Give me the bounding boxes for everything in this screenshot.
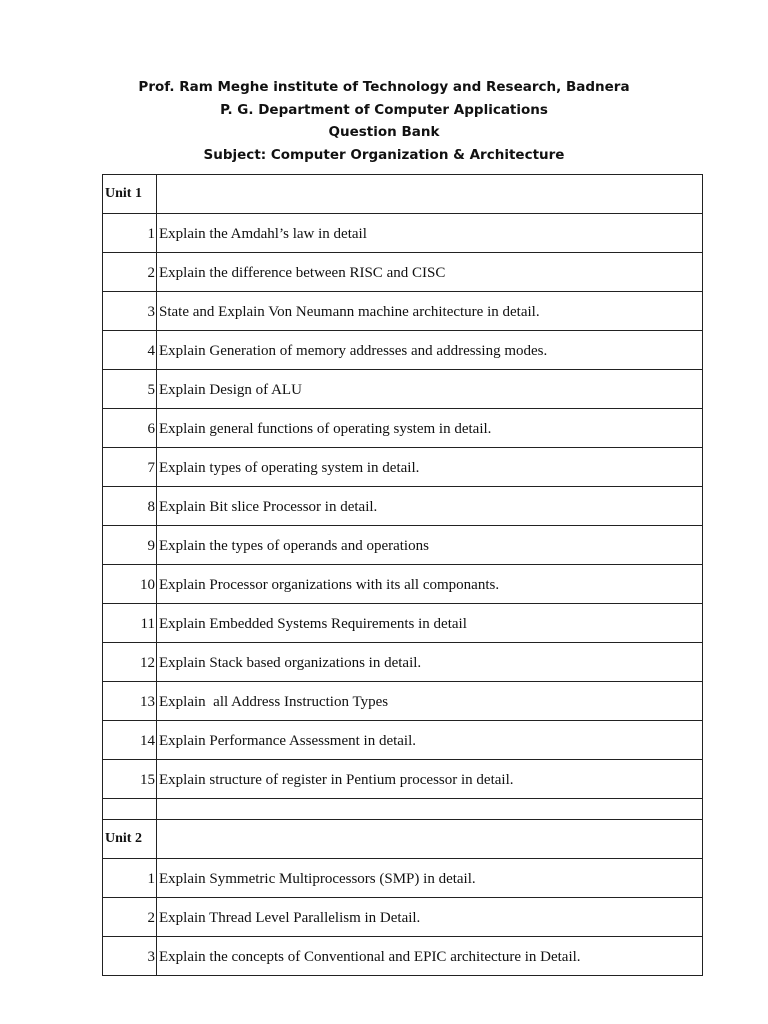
question-text: Explain Bit slice Processor in detail. (157, 487, 703, 526)
question-number: 4 (103, 331, 157, 370)
question-text: Explain Generation of memory addresses and addressing modes. (157, 331, 703, 370)
question-number: 8 (103, 487, 157, 526)
question-row (103, 370, 703, 409)
question-row (103, 331, 703, 370)
question-row (103, 760, 703, 799)
separator-cell (157, 799, 703, 820)
question-text: Explain Thread Level Parallelism in Detail. (157, 898, 703, 937)
question-text: Explain the difference between RISC and CISC (157, 253, 703, 292)
institute-name: Prof. Ram Meghe institute of Technology and Research, Badnera (138, 79, 630, 95)
question-text: Explain all Address Instruction Types (157, 682, 703, 721)
question-row (103, 253, 703, 292)
question-text: Explain Performance Assessment in detail. (157, 721, 703, 760)
question-row (103, 937, 703, 976)
unit-label: Unit 2 (103, 820, 157, 859)
question-row (103, 448, 703, 487)
unit-label: Unit 1 (103, 175, 157, 214)
question-text: Explain structure of register in Pentium processor in detail. (157, 760, 703, 799)
question-number: 5 (103, 370, 157, 409)
question-text: Explain types of operating system in detail. (157, 448, 703, 487)
question-row (103, 526, 703, 565)
question-text: State and Explain Von Neumann machine architecture in detail. (157, 292, 703, 331)
question-row (103, 487, 703, 526)
subject-title: Subject: Computer Organization & Architecture (203, 146, 565, 163)
question-number: 10 (103, 565, 157, 604)
question-row (103, 721, 703, 760)
document-type: Question Bank (328, 124, 440, 140)
question-row (103, 565, 703, 604)
question-number: 2 (103, 253, 157, 292)
question-number: 15 (103, 760, 157, 799)
question-number: 9 (103, 526, 157, 565)
question-number: 2 (103, 898, 157, 937)
question-number: 3 (103, 937, 157, 976)
question-row (103, 292, 703, 331)
question-row (103, 898, 703, 937)
question-text: Explain Stack based organizations in detail. (157, 643, 703, 682)
question-text: Explain Design of ALU (157, 370, 703, 409)
question-text: Explain general functions of operating system in detail. (157, 409, 703, 448)
department-name: P. G. Department of Computer Applications (220, 101, 548, 118)
question-text: Explain Symmetric Multiprocessors (SMP) in detail. (157, 859, 703, 898)
question-number: 6 (103, 409, 157, 448)
question-number: 7 (103, 448, 157, 487)
question-text: Explain the types of operands and operations (157, 526, 703, 565)
question-row (103, 604, 703, 643)
question-table (102, 174, 703, 976)
question-row (103, 409, 703, 448)
unit-separator-row (103, 799, 703, 820)
question-number: 12 (103, 643, 157, 682)
document-header (0, 76, 768, 166)
question-text: Explain Processor organizations with its all componants. (157, 565, 703, 604)
question-text: Explain the concepts of Conventional and EPIC architecture in Detail. (157, 937, 703, 976)
question-text: Explain Embedded Systems Requirements in detail (157, 604, 703, 643)
unit-header-blank (157, 175, 703, 214)
question-row (103, 214, 703, 253)
question-number: 1 (103, 214, 157, 253)
question-number: 11 (103, 604, 157, 643)
unit-header-row (103, 175, 703, 214)
question-number: 13 (103, 682, 157, 721)
question-row (103, 682, 703, 721)
question-number: 14 (103, 721, 157, 760)
unit-header-row (103, 820, 703, 859)
question-number: 3 (103, 292, 157, 331)
question-text: Explain the Amdahl’s law in detail (157, 214, 703, 253)
unit-header-blank (157, 820, 703, 859)
separator-cell (103, 799, 157, 820)
question-row (103, 859, 703, 898)
question-row (103, 643, 703, 682)
question-number: 1 (103, 859, 157, 898)
